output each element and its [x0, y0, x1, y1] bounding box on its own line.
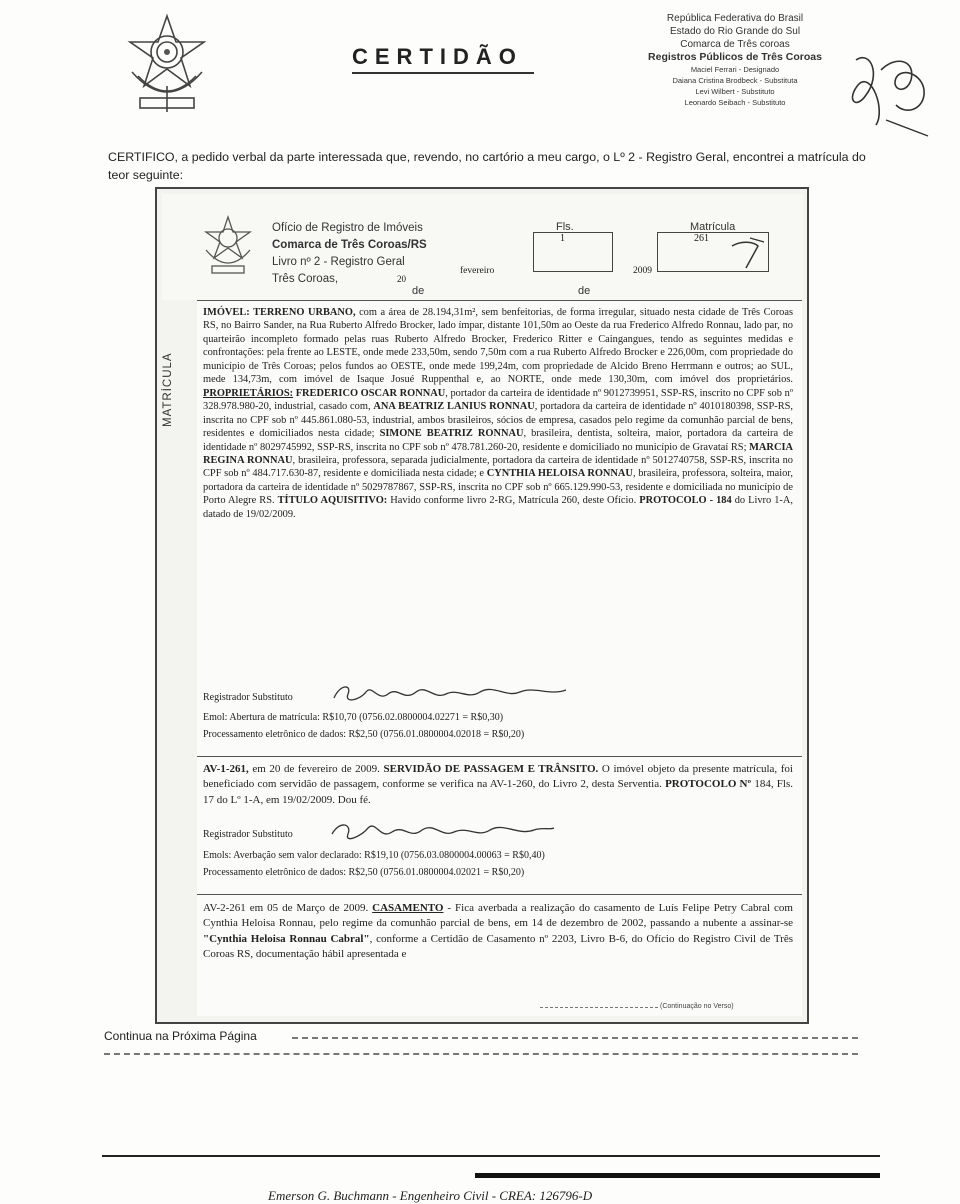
imovel-heading: IMÓVEL: TERRENO URBANO,: [203, 307, 356, 318]
date-connector: de: [412, 285, 425, 297]
office-name: Ofício de Registro de Imóveis: [272, 222, 423, 234]
office-block: [600, 12, 870, 108]
dashed-line: [292, 1037, 858, 1039]
av1-label: AV-1-261,: [203, 763, 249, 775]
date-connector: de: [578, 285, 591, 297]
av1-date: em 20 de fevereiro de 2009.: [248, 763, 384, 775]
imovel-text: [203, 306, 793, 521]
office-line: República Federativa do Brasil: [666, 13, 804, 24]
av1-description: O imóvel objeto da presente matrícula, foi beneficiado com servidão de passagem, conforme se verifica na AV-1-260, do Livro 2, desta Serventia.: [203, 763, 793, 791]
office-line: Levi Wilbert - Substituto: [695, 87, 775, 96]
owner-details: , portadora da carteira de identidade nº 4010180398, SSP-RS, inscrita no CPF sob nº 445.861.080-53, industrial, ambos brasileiros, sócios de empresa, casados pelo regime da comunhão parcial de bens, residentes e domiciliados nesta cidade;: [203, 401, 793, 440]
office-line: Comarca de Três coroas: [680, 39, 790, 50]
av2-heading: CASAMENTO: [372, 902, 444, 914]
date-year: 2009: [633, 266, 652, 276]
city-name: Três Coroas,: [272, 273, 339, 285]
av2-text: [203, 901, 793, 963]
registrador-line: Registrador Substituto: [203, 829, 293, 840]
owner-details: , portador da carteira de identidade nº 9012739951, SSP-RS, inscrito no CPF sob nº 328.978.980-20, industrial, casado com,: [203, 387, 793, 413]
engineer-signature-line: Emerson G. Buchmann - Engenheiro Civil - CREA: 126796-D: [268, 1188, 593, 1203]
next-page-note: Continua na Próxima Página: [104, 1029, 257, 1043]
av1-text: [203, 762, 793, 808]
footer-rule: [102, 1155, 880, 1157]
comarca-name: Comarca de Três Coroas/RS: [272, 239, 427, 251]
titulo-text: Havido conforme livro 2-RG, Matrícula 260, deste Ofício.: [387, 495, 640, 507]
av1-protocolo: PROTOCOLO Nº: [665, 778, 752, 791]
office-line: Registros Públicos de Três Coroas: [648, 51, 822, 63]
owner-name: MARCIA REGINA RONNAU: [203, 441, 793, 466]
protocolo-text: do Livro 1-A, datado de 19/02/2009.: [203, 495, 793, 520]
owner-name: SIMONE BEATRIZ RONNAU: [379, 428, 524, 440]
protocolo-label: PROTOCOLO - 184: [639, 495, 732, 507]
footer-rule-thick: [475, 1173, 880, 1178]
av2-description-end: , conforme a Certidão de Casamento nº 2203, Livro B-6, do Ofício do Registro Civil de Três Coroas RS, documentação hábil apresentada e: [203, 932, 793, 961]
fee-line: Emol: Abertura de matrícula: R$10,70 (0756.02.0800004.02271 = R$0,30): [203, 712, 504, 723]
handwritten-signature: [836, 40, 936, 140]
owners-heading: PROPRIETÁRIOS:: [203, 387, 294, 399]
handwritten-mark: [728, 236, 768, 272]
fls-box: [533, 232, 613, 272]
office-line: Leonardo Seibach - Substituto: [684, 98, 786, 107]
continuation-back-note: (Continuação no Verso): [660, 1003, 734, 1010]
office-line: Maciel Ferrari - Designado: [690, 65, 780, 74]
fee-line: Processamento eletrônico de dados: R$2,50 (0756.01.0800004.02021 = R$0,20): [203, 867, 525, 878]
coat-of-arms-icon: [198, 214, 258, 280]
matricula-value: 261: [694, 233, 709, 244]
registrador-line: Registrador Substituto: [203, 692, 293, 703]
title-underline: [352, 72, 534, 74]
office-line: Daiana Cristina Brodbeck - Substituta: [672, 76, 798, 85]
fee-line: Emols: Averbação sem valor declarado: R$19,10 (0756.03.0800004.00063 = R$0,40): [203, 850, 545, 861]
av2-new-name: "Cynthia Heloisa Ronnau Cabral": [203, 932, 370, 945]
page-title: CERTIDÃO: [352, 44, 523, 69]
handwritten-signature: [328, 818, 558, 844]
continuation-dashes: [540, 1007, 658, 1008]
owner-details: , brasileira, professora, solteira, maior, portadora da carteira de identidade nº 5029787867, SSP-RS, inscrita no CPF sob nº 665.129.990-53, residente e domiciliada no município de Porto Alegre RS.: [203, 468, 793, 507]
dashed-line: [104, 1053, 858, 1055]
owner-details: , brasileira, dentista, solteira, maior, portadora da carteira de identidade nº 8029745992, SSP-RS, inscrita no CPF sob nº 478.781.260-20, residente e domiciliado no município de Gravataí RS;: [203, 428, 793, 453]
owner-details: , brasileira, professora, separada judicialmente, portadora da carteira de identidade nº 5012740758, SSP-RS, inscrita no CPF sob nº 484.717.630-87, residente e domiciliada nesta cidade; e: [203, 454, 793, 480]
fls-label: Fls.: [556, 221, 574, 233]
office-line: Estado do Rio Grande do Sul: [669, 26, 801, 37]
fee-line: Processamento eletrônico de dados: R$2,50 (0756.01.0800004.02018 = R$0,20): [203, 729, 525, 740]
date-month: fevereiro: [460, 266, 495, 276]
fls-value: 1: [560, 233, 565, 244]
titulo-heading: TÍTULO AQUISITIVO:: [277, 495, 388, 507]
handwritten-signature: [330, 680, 570, 706]
side-label: MATRÍCULA: [162, 352, 174, 428]
imovel-description: com a área de 28.194,31m², sem benfeitorias, de forma irregular, situado nesta cidade de Três Coroas RS, no Bairro Sander, na Rua Ruberto Alfredo Brocker, lado ímpar, distante 101,50m ao Oeste da rua Frederico Alfredo Ronnau, lado par, no quarteirão incompleto formado pelas ruas Ruberto Alfredo Brocker, Frederico Ritter e Caingangues, tendo as seguintes medidas e confrontações: pela frente ao LESTE, onde mede 233,50m, sendo 7,50m com a rua Ruberto Alfredo Brocker e 226,00m, com propriedade do município de Três Coroas; pelos fundos ao OESTE, onde mede 199,24m, com propriedade de Alcido Breno Herrmann e outros; ao SUL, mede 134,73m, com imóvel de Isaque Josué Ruppenthal e, ao NORTE, onde mede 130,30m, com imóvel dos proprietários.: [203, 307, 794, 386]
book-name: Livro nº 2 - Registro Geral: [272, 256, 405, 268]
av1-protocolo-text: 184, Fls. 17 do Lº 1-A, em 19/02/2009. Dou fé.: [203, 778, 793, 806]
av2-label: AV-2-261 em 05 de Março de 2009.: [203, 902, 373, 914]
av2-description: - Fica averbada a realização do casamento de Luís Felipe Petry Cabral com Cynthia Heloisa Ronnau, pelo regime da comunhão parcial de bens, em 14 de dezembro de 2002, passando a nubente a assinar-se: [203, 902, 793, 930]
certification-intro: CERTIFICO, a pedido verbal da parte interessada que, revendo, no cartório a meu cargo, o Lº 2 - Registro Geral, encontrei a matrícula do teor seguinte:: [108, 150, 866, 182]
owner-name: FREDERICO OSCAR RONNAU: [295, 387, 446, 399]
owner-name: CYNTHIA HELOISA RONNAU: [486, 468, 633, 480]
av1-heading: SERVIDÃO DE PASSAGEM E TRÂNSITO.: [383, 763, 599, 775]
coat-of-arms-icon: [118, 12, 216, 120]
owner-name: ANA BEATRIZ LANIUS RONNAU: [373, 401, 535, 413]
date-day: 20: [397, 274, 406, 284]
matricula-label: Matrícula: [690, 221, 736, 233]
